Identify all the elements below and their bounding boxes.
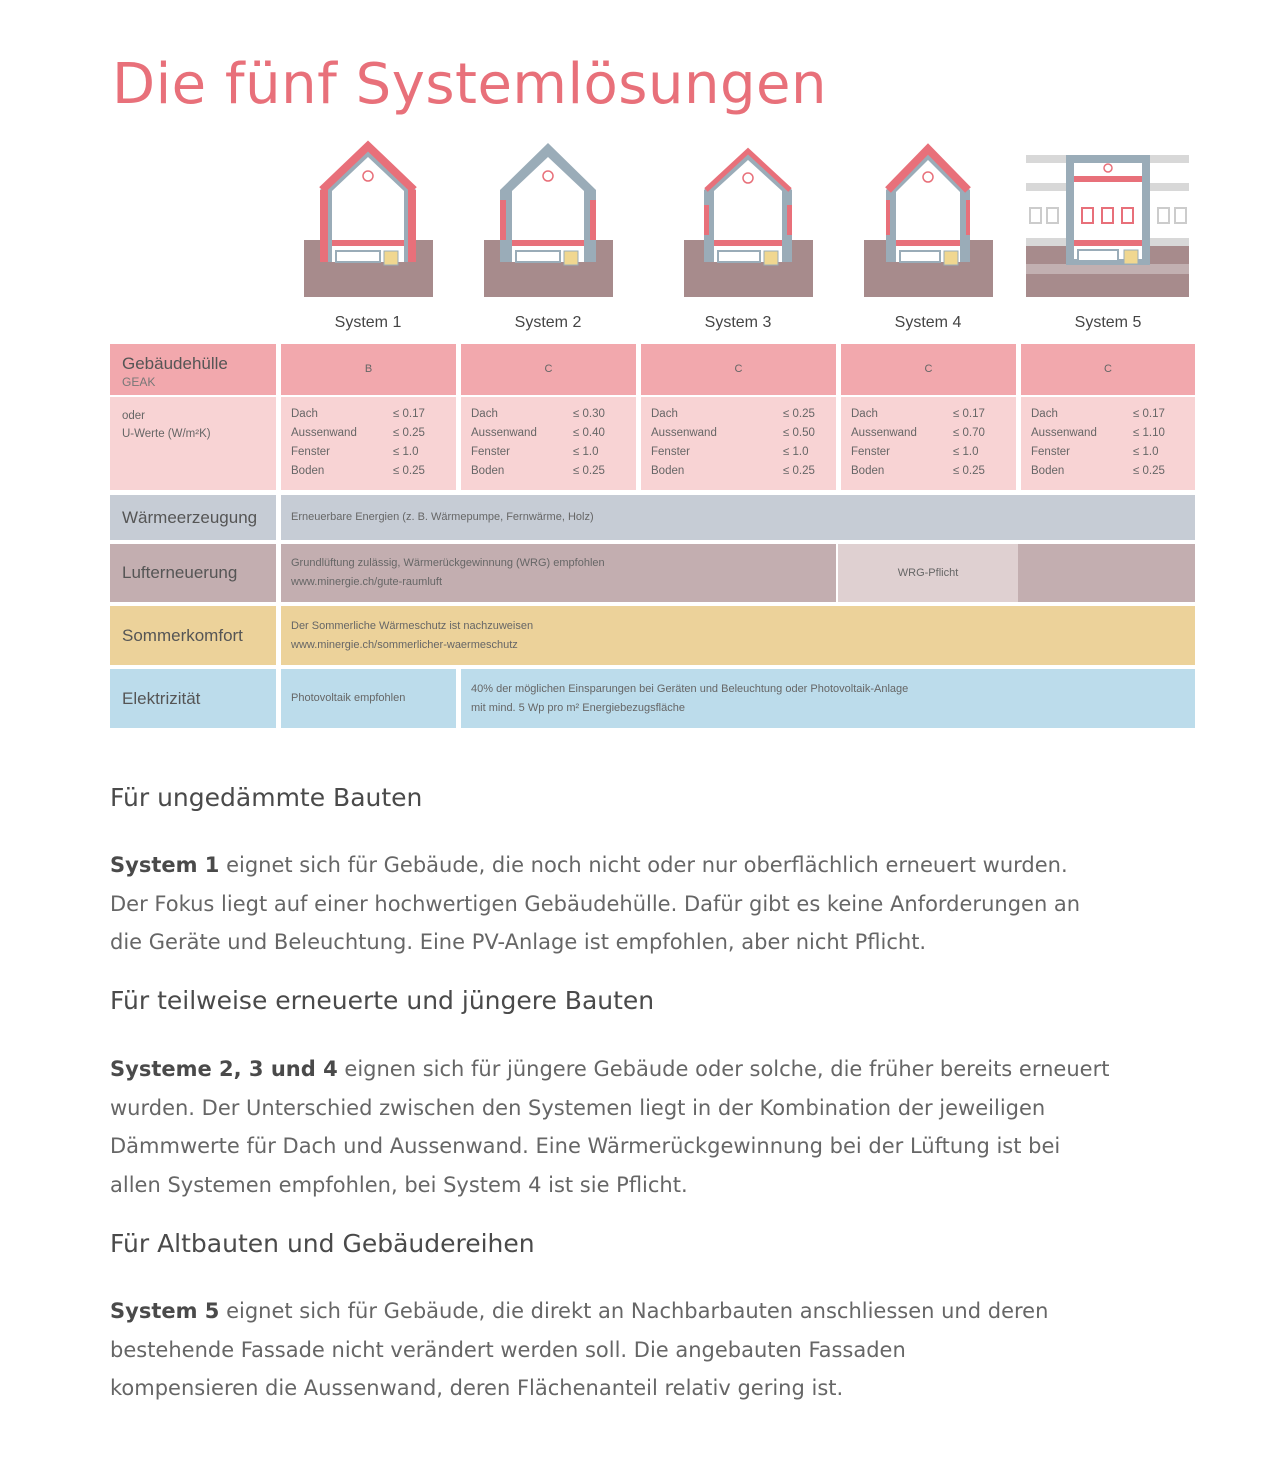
uvalue-row xyxy=(471,443,636,462)
uvalue-value: ≤ 1.10 xyxy=(1133,427,1165,439)
ventilation-text: Grundlüftung zulässig, Wärmerückgewinnung (WRG) empfohlen xyxy=(291,557,605,569)
uvalue-row xyxy=(651,462,836,481)
uvalues-line1: oder xyxy=(122,410,146,422)
system-illustrations xyxy=(0,140,1280,305)
system-label-2: System 2 xyxy=(514,314,582,331)
uvalue-key: Fenster xyxy=(291,446,330,458)
uvalue-row xyxy=(651,405,836,424)
uvalue-key: Aussenwand xyxy=(1031,427,1097,439)
section-2-line-3: Dämmwerte für Dach und Aussenwand. Eine Wärmerückgewinnung bei der Lüftung ist bei xyxy=(110,1134,1061,1158)
system-label-1: System 1 xyxy=(334,314,402,331)
house-illustration-system-3 xyxy=(684,148,813,297)
ventilation-cell-system-5 xyxy=(1018,544,1195,602)
uvalue-value: ≤ 1.0 xyxy=(1133,446,1159,458)
uvalue-key: Dach xyxy=(291,408,318,420)
uvalue-value: ≤ 0.25 xyxy=(393,465,425,477)
uvalue-value: ≤ 1.0 xyxy=(393,446,419,458)
electricity-text-1: 40% der möglichen Einsparungen bei Geräten und Beleuchtung oder Photovoltaik-Anlage xyxy=(471,683,909,695)
uvalue-value: ≤ 0.25 xyxy=(1133,465,1165,477)
section-3-line-3: kompensieren die Aussenwand, deren Flächenanteil relativ gering ist. xyxy=(110,1376,844,1400)
uvalue-row xyxy=(291,462,456,481)
row-header-heat: Wärmeerzeugung xyxy=(110,495,276,540)
uvalue-row xyxy=(291,405,456,424)
uvalue-row xyxy=(851,462,1016,481)
section-2-bold: Systeme 2, 3 und 4 xyxy=(110,1057,338,1081)
envelope-label: Gebäudehülle xyxy=(122,354,228,373)
uvalue-row xyxy=(291,424,456,443)
ventilation-cell xyxy=(281,544,836,602)
uvalue-row xyxy=(1031,443,1195,462)
uvalue-key: Aussenwand xyxy=(291,427,357,439)
section-2-line-2: wurden. Der Unterschied zwischen den Systemen liegt in der Kombination der jeweiligen xyxy=(110,1095,1046,1120)
geak-cell-1: B xyxy=(281,344,456,395)
uvalue-key: Boden xyxy=(1031,465,1065,477)
uvalue-key: Boden xyxy=(471,465,505,477)
system-label-5: System 5 xyxy=(1074,314,1142,331)
section-heading-1: Für ungedämmte Bauten xyxy=(110,783,423,812)
uvalue-value: ≤ 0.17 xyxy=(1133,408,1165,420)
uvalues-line2: U-Werte (W/m²K) xyxy=(122,428,211,440)
section-paragraph-1 xyxy=(110,846,1200,962)
uvalue-row xyxy=(1031,405,1195,424)
uvalue-value: ≤ 0.25 xyxy=(953,465,985,477)
uvalue-key: Dach xyxy=(851,408,878,420)
uvalue-key: Aussenwand xyxy=(651,427,717,439)
section-heading-2: Für teilweise erneuerte und jüngere Bauten xyxy=(110,986,655,1015)
house-illustration-system-1 xyxy=(304,143,433,297)
section-2-line-4: allen Systemen empfohlen, bei System 4 ist sie Pflicht. xyxy=(110,1172,688,1197)
electricity-cell xyxy=(461,669,1195,728)
uvalue-row xyxy=(471,462,636,481)
heat-cell: Erneuerbare Energien (z. B. Wärmepumpe, Fernwärme, Holz) xyxy=(281,495,1195,540)
uvalue-row xyxy=(1031,462,1195,481)
uvalue-key: Fenster xyxy=(651,446,690,458)
electricity-text-2: mit mind. 5 Wp pro m² Energiebezugsfläche xyxy=(471,702,685,714)
envelope-sublabel: GEAK xyxy=(122,375,156,389)
uvalue-row xyxy=(851,405,1016,424)
uvalues-cell-5 xyxy=(1021,397,1195,490)
section-heading-3: Für Altbauten und Gebäudereihen xyxy=(110,1229,535,1258)
geak-cell-5: C xyxy=(1021,344,1195,395)
uvalues-cell-4 xyxy=(841,397,1016,490)
uvalues-cell-1 xyxy=(281,397,456,490)
house-illustration-system-4 xyxy=(864,146,993,297)
uvalue-row xyxy=(651,424,836,443)
ventilation-wrg-cell: WRG-Pflicht xyxy=(838,544,1018,602)
geak-cell-2: C xyxy=(461,344,636,395)
summer-link[interactable]: www.minergie.ch/sommerlicher-waermeschutz xyxy=(291,639,518,651)
uvalue-row xyxy=(851,424,1016,443)
uvalue-key: Fenster xyxy=(851,446,890,458)
section-3-line-2: bestehende Fassade nicht verändert werden soll. Die angebauten Fassaden xyxy=(110,1337,906,1362)
section-paragraph-3 xyxy=(110,1292,1200,1408)
house-illustration-system-2 xyxy=(484,143,613,297)
uvalue-row xyxy=(471,424,636,443)
uvalue-key: Dach xyxy=(1031,408,1058,420)
geak-cell-3: C xyxy=(641,344,836,395)
section-paragraph-2 xyxy=(110,1050,1200,1204)
uvalue-row xyxy=(291,443,456,462)
section-1-bold: System 1 xyxy=(110,853,220,877)
uvalue-value: ≤ 0.25 xyxy=(783,408,815,420)
uvalue-key: Fenster xyxy=(471,446,510,458)
uvalue-value: ≤ 1.0 xyxy=(953,446,979,458)
uvalue-value: ≤ 0.25 xyxy=(783,465,815,477)
uvalue-value: ≤ 1.0 xyxy=(783,446,809,458)
uvalue-value: ≤ 0.25 xyxy=(573,465,605,477)
uvalue-value: ≤ 0.40 xyxy=(573,427,605,439)
section-1-line-2: Der Fokus liegt auf einer hochwertigen Gebäudehülle. Dafür gibt es keine Anforderungen an xyxy=(110,891,1081,916)
uvalue-value: ≤ 0.30 xyxy=(573,408,605,420)
section-1-line-3: die Geräte und Beleuchtung. Eine PV-Anlage ist empfohlen, aber nicht Pflicht. xyxy=(110,930,927,954)
electricity-pv-cell: Photovoltaik empfohlen xyxy=(281,669,456,728)
uvalue-value: ≤ 0.25 xyxy=(393,427,425,439)
row-header-ventilation: Lufterneuerung xyxy=(110,544,276,602)
uvalue-value: ≤ 0.50 xyxy=(783,427,815,439)
uvalue-key: Aussenwand xyxy=(471,427,537,439)
section-1-line-1: eignet sich für Gebäude, die noch nicht oder nur oberflächlich erneuert wurden. xyxy=(219,853,1068,877)
uvalue-value: ≤ 0.17 xyxy=(393,408,425,420)
uvalue-key: Boden xyxy=(651,465,685,477)
section-3-bold: System 5 xyxy=(110,1299,220,1323)
row-header-envelope xyxy=(110,344,276,395)
row-header-electricity: Elektrizität xyxy=(110,669,276,728)
uvalue-row xyxy=(851,443,1016,462)
uvalue-value: ≤ 1.0 xyxy=(573,446,599,458)
summer-text: Der Sommerliche Wärmeschutz ist nachzuweisen xyxy=(291,620,534,632)
system-label-3: System 3 xyxy=(704,314,772,331)
uvalue-value: ≤ 0.17 xyxy=(953,408,985,420)
uvalue-key: Dach xyxy=(471,408,498,420)
uvalue-value: ≤ 0.70 xyxy=(953,427,985,439)
uvalue-key: Aussenwand xyxy=(851,427,917,439)
uvalue-row xyxy=(651,443,836,462)
row-header-uvalues xyxy=(110,397,276,490)
section-3-line-1: eignet sich für Gebäude, die direkt an Nachbarbauten anschliessen und deren xyxy=(219,1299,1049,1323)
uvalue-key: Dach xyxy=(651,408,678,420)
house-illustration-system-5 xyxy=(1026,155,1189,297)
row-header-summer: Sommerkomfort xyxy=(110,606,276,665)
section-2-line-1: eignen sich für jüngere Gebäude oder solche, die früher bereits erneuert xyxy=(337,1057,1110,1081)
summer-cell xyxy=(281,606,1195,665)
uvalue-key: Fenster xyxy=(1031,446,1070,458)
uvalue-row xyxy=(471,405,636,424)
uvalue-row xyxy=(1031,424,1195,443)
uvalues-cell-2 xyxy=(461,397,636,490)
ventilation-link[interactable]: www.minergie.ch/gute-raumluft xyxy=(291,576,443,588)
geak-cell-4: C xyxy=(841,344,1016,395)
uvalues-cell-3 xyxy=(641,397,836,490)
system-label-4: System 4 xyxy=(894,314,962,331)
page-title: Die fünf Systemlösungen xyxy=(112,52,827,117)
uvalue-key: Boden xyxy=(851,465,885,477)
uvalue-key: Boden xyxy=(291,465,325,477)
